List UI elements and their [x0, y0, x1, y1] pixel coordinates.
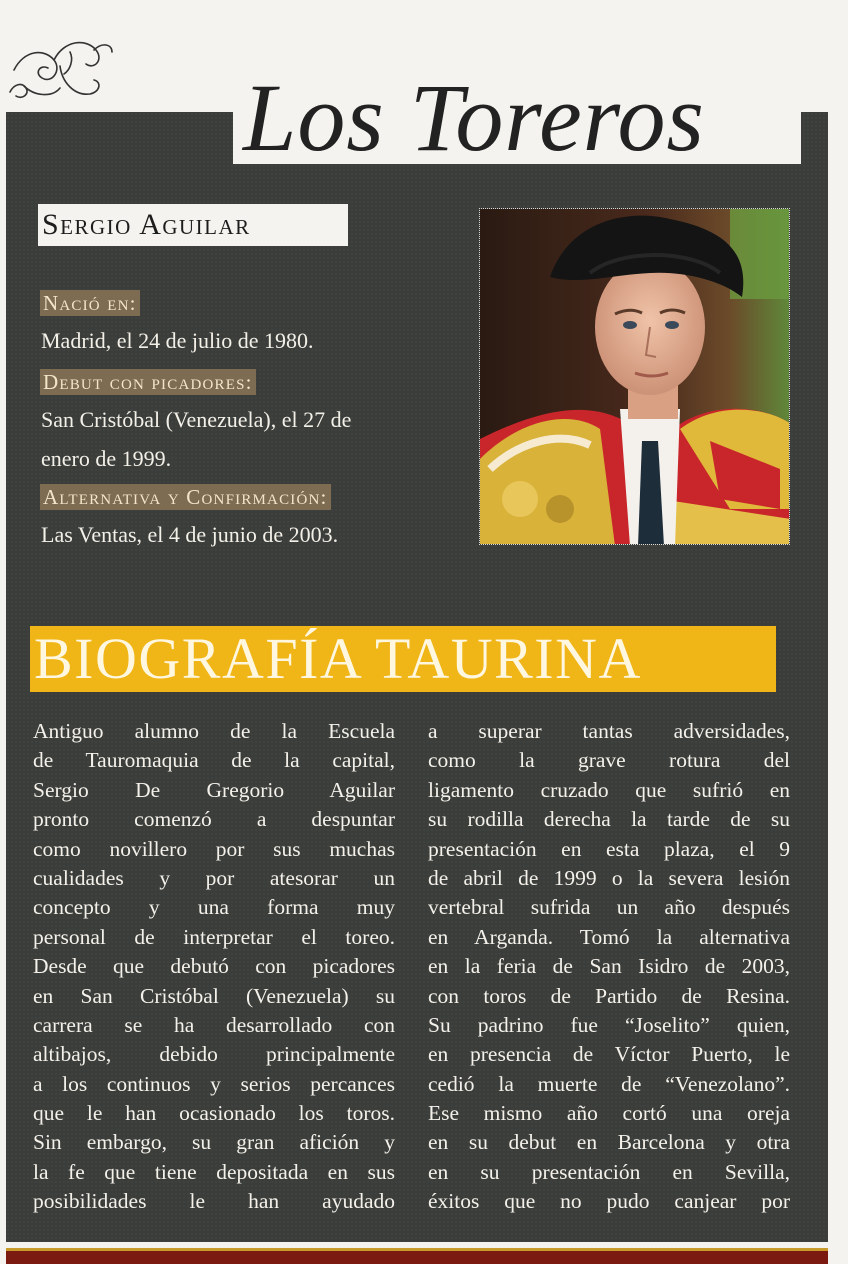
article-line: que le han ocasionado los toros. [33, 1101, 395, 1126]
born-value: Madrid, el 24 de julio de 1980. [41, 328, 314, 353]
article-line: a los continuos y serios percances [33, 1071, 395, 1096]
article-line: cedió la muerte de “Venezolano”. [428, 1071, 790, 1096]
page-title: Los Toreros [243, 64, 705, 171]
article-line: posibilidades le han ayudado [33, 1189, 395, 1214]
debut-value-line1: San Cristóbal (Venezuela), el 27 de [41, 407, 352, 432]
article-line: presentación en esta plaza, el 9 [428, 836, 790, 861]
article-line: altibajos, debido principalmente [33, 1042, 395, 1067]
article-line: vertebral sufrida un año después [428, 895, 790, 920]
article-line: Desde que debutó con picadores [33, 954, 395, 979]
debut-value-line2: enero de 1999. [41, 446, 172, 471]
alternativa-value: Las Ventas, el 4 de junio de 2003. [41, 522, 339, 547]
article-line: concepto y una forma muy [33, 895, 395, 920]
article-column-left [33, 717, 395, 1217]
article-line: de abril de 1999 o la severa lesión [428, 865, 790, 890]
torero-portrait [479, 208, 790, 545]
article-line: carrera se ha desarrollado con [33, 1012, 395, 1037]
article-line: en presencia de Víctor Puerto, le [428, 1042, 790, 1067]
article-line: en San Cristóbal (Venezuela) su [33, 983, 395, 1008]
article-line: cualidades y por atesorar un [33, 865, 395, 890]
article-column-right [428, 717, 790, 1217]
born-label: Nació en: [40, 290, 140, 316]
article-line: a superar tantas adversidades, [428, 719, 790, 743]
article-line: la fe que tiene depositada en sus [33, 1159, 395, 1184]
article-line: en Arganda. Tomó la alternativa [428, 924, 790, 949]
article-line: Sin embargo, su gran afición y [33, 1130, 395, 1155]
debut-label: Debut con picadores: [40, 369, 256, 395]
article-line: como la grave rotura del [428, 748, 790, 773]
article-line: en la feria de San Isidro de 2003, [428, 954, 790, 979]
article-line: con toros de Partido de Resina. [428, 983, 790, 1008]
article-line: pronto comenzó a despuntar [33, 807, 395, 832]
article-line: como novillero por sus muchas [33, 836, 395, 861]
article-line: en su debut en Barcelona y otra [428, 1130, 790, 1155]
article-line: Antiguo alumno de la Escuela [33, 719, 395, 743]
article-line: Sergio De Gregorio Aguilar [33, 777, 395, 802]
bottom-border-bar [6, 1248, 828, 1264]
alternativa-label: Alternativa y Confirmación: [40, 484, 331, 510]
torero-name: Sergio Aguilar [38, 204, 348, 246]
flourish-ornament-icon [4, 30, 116, 106]
portrait-image [480, 209, 790, 545]
section-title: BIOGRAFÍA TAURINA [34, 626, 642, 691]
article-line: Ese mismo año cortó una oreja [428, 1101, 790, 1126]
article-line: su rodilla derecha la tarde de su [428, 807, 790, 832]
article-line: de Tauromaquia de la capital, [33, 748, 395, 773]
article-line: éxitos que no pudo canjear por [428, 1189, 790, 1214]
article-line: ligamento cruzado que sufrió en [428, 777, 790, 802]
article-line: en su presentación en Sevilla, [428, 1159, 790, 1184]
article-line: Su padrino fue “Joselito” quien, [428, 1012, 790, 1037]
article-line: personal de interpretar el toreo. [33, 924, 395, 949]
